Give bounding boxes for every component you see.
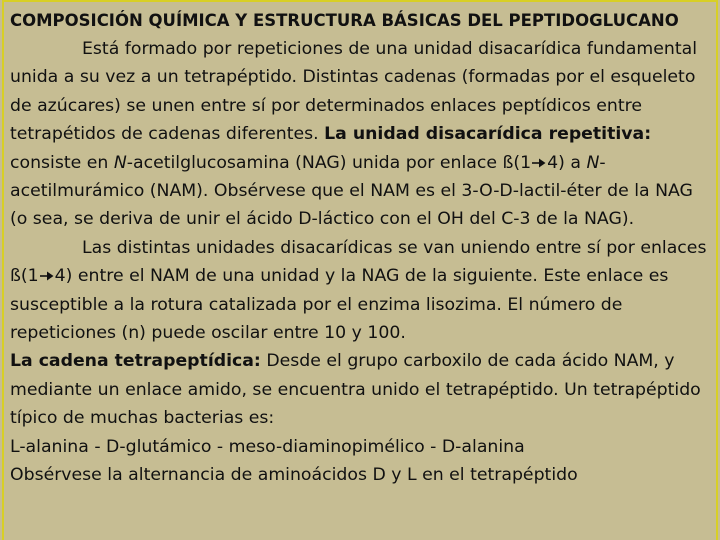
paragraph-linkage [10, 234, 710, 348]
right-arrow-icon [532, 157, 546, 169]
text-run: 4) a [547, 152, 587, 173]
slide [2, 0, 718, 540]
text-run: 4) entre el NAM de una unidad y la NAG de la siguiente. Este enlace es susceptible a la rotura catalizada por el enzima lisozima. El número de repeticiones (n) puede oscilar entre 10 y 100. [10, 266, 669, 344]
italic-n: N [586, 152, 600, 173]
text-run: -acetilmurámico (NAM). Obsérvese que el NAM es el 3-O-D-lactil-éter de la NAG (o sea, se deriva de unir el ácido D-láctico con el OH del C-3 de la NAG). [10, 152, 693, 230]
text-run: Desde el grupo carboxilo de cada ácido NAM, y mediante un enlace amido, se encuentra unido el tetrapéptido. Un tetrapéptido típico de muchas bacterias es: [10, 351, 701, 429]
paragraph-tetrapeptide [10, 347, 710, 432]
text-run: Las distintas unidades disacarídicas se van uniendo entre sí por enlaces ß(1 [10, 237, 707, 287]
italic-n: N [113, 152, 127, 173]
text-run: consiste en [10, 152, 114, 173]
bold-heading-tetrapeptide: La cadena tetrapeptídica: [10, 351, 261, 372]
text-run: -acetilglucosamina (NAG) unida por enlace ß(1 [126, 152, 532, 173]
paragraph-structure [10, 35, 710, 234]
amino-acid-sequence: L-alanina - D-glutámico - meso-diaminopimélico - D-alanina [10, 436, 525, 457]
paragraph-note: Obsérvese la alternancia de aminoácidos D y L en el tetrapéptido [10, 465, 578, 486]
right-arrow-icon [40, 270, 54, 282]
bold-heading-disaccharide: La unidad disacarídica repetitiva: [324, 124, 652, 145]
page-title: COMPOSICIÓN QUÍMICA Y ESTRUCTURA BÁSICAS DEL PEPTIDOGLUCANO [10, 11, 679, 30]
text-run: Está formado por repeticiones de una unidad disacarídica fundamental unida a su vez a un tetrapéptido. Distintas cadenas (formadas por el esqueleto de azúcares) se unen entre sí por determinados enlaces peptídicos entre tetrapétidos de cadenas diferentes. [10, 39, 697, 145]
